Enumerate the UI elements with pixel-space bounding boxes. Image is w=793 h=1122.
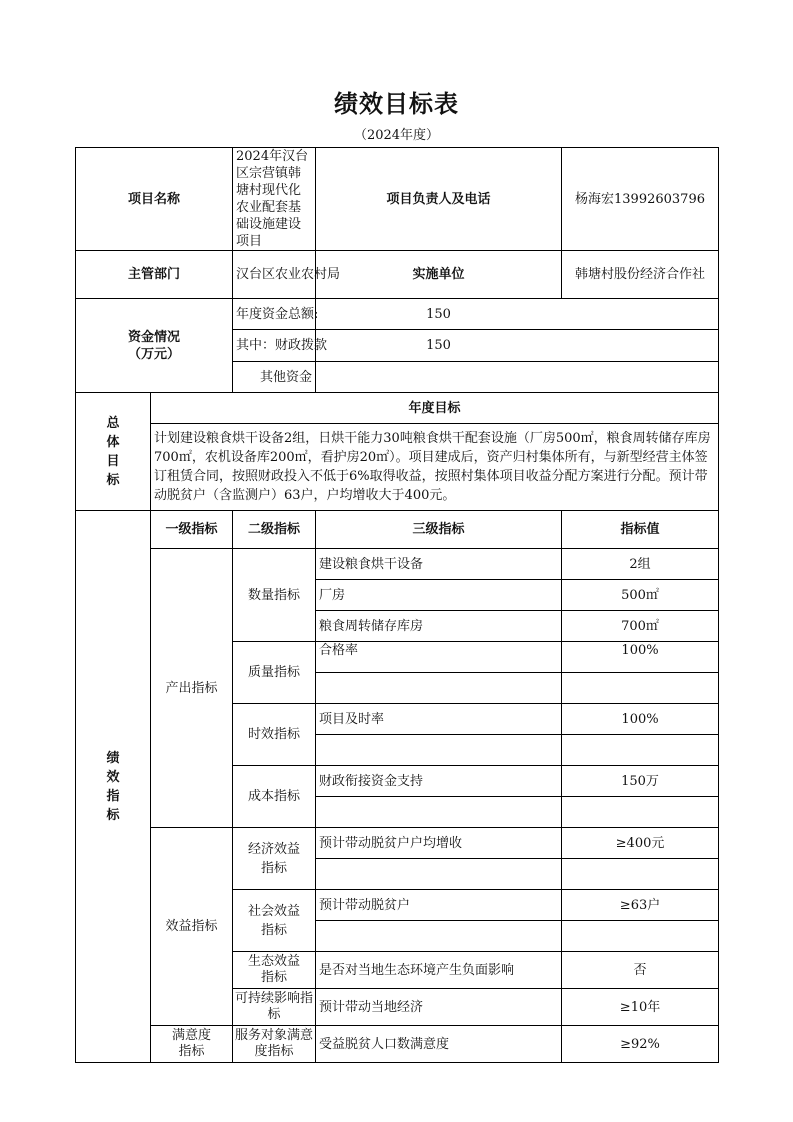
funds-other-label: 其他资金 — [233, 362, 316, 393]
table-row-name: 粮食周转储存库房 — [316, 611, 562, 642]
empty-cell — [316, 673, 562, 704]
annual-goal-text: 计划建设粮食烘干设备2组，日烘干能力30吨粮食烘干配套设施（厂房500㎡，粮食周转储存库房700㎡，农机设备库200㎡，看护房20㎡）。项目建成后，资产归村集体所有，与新型经营主体签订租赁合同，按照财政投入不低于6%取得收益，按照村集体项目收益分配方案进行分配。预计带动脱贫户（含监测户）63户，户均增收大于400元。 — [151, 424, 719, 511]
owner-phone-label: 项目负责人及电话 — [316, 148, 562, 251]
table-row-name: 财政衔接资金支持 — [316, 766, 562, 797]
table-row-value: 700㎡ — [562, 611, 719, 642]
empty-cell — [562, 673, 719, 704]
table-row-name: 预计带动当地经济 — [316, 989, 562, 1026]
table-row-name: 预计带动脱贫户 — [316, 890, 562, 921]
table-row-value: ≥400元 — [562, 828, 719, 859]
col-level2: 二级指标 — [233, 511, 316, 549]
satisfaction-indicators: 满意度指标 — [151, 1026, 233, 1063]
table-row-value: 否 — [562, 952, 719, 989]
table-row-value: 2组 — [562, 549, 719, 580]
sustain-indicators: 可持续影响指标 — [233, 989, 316, 1026]
col-level1: 一级指标 — [151, 511, 233, 549]
table-row-name: 厂房 — [316, 580, 562, 611]
funds-label — [76, 299, 233, 393]
empty-cell — [316, 797, 562, 828]
table-row-name: 项目及时率 — [316, 704, 562, 735]
benefit-indicators: 效益指标 — [151, 828, 233, 1026]
col-level3: 三级指标 — [316, 511, 562, 549]
quantity-indicators: 数量指标 — [233, 549, 316, 642]
empty-cell — [316, 859, 562, 890]
overall-goal-label: 总 体 目 标 — [76, 393, 151, 511]
eco-indicators: 生态效益指标 — [233, 952, 316, 989]
funds-total-value: 150 — [316, 299, 719, 330]
empty-cell — [316, 921, 562, 952]
empty-cell — [316, 735, 562, 766]
timeliness-indicators: 时效指标 — [233, 704, 316, 766]
table-row-value: ≥63户 — [562, 890, 719, 921]
owner-phone-value: 杨海宏13992603796 — [562, 148, 719, 251]
funds-other-value — [316, 362, 719, 393]
table-row-name: 合格率 — [316, 642, 562, 673]
funds-finance-value: 150 — [316, 330, 719, 362]
table-row-value: 100% — [562, 704, 719, 735]
output-indicators: 产出指标 — [151, 549, 233, 828]
table-row-name: 预计带动脱贫户户均增收 — [316, 828, 562, 859]
cost-indicators: 成本指标 — [233, 766, 316, 828]
table-row-value: 150万 — [562, 766, 719, 797]
year-label: （2024年度） — [353, 128, 440, 143]
table-row-value: 500㎡ — [562, 580, 719, 611]
project-name-value: 2024年汉台区宗营镇韩塘村现代化农业配套基础设施建设项目 — [233, 148, 316, 251]
dept-label: 主管部门 — [76, 251, 233, 299]
empty-cell — [562, 735, 719, 766]
table-row-name: 是否对当地生态环境产生负面影响 — [316, 952, 562, 989]
funds-finance-label: 其中：财政拨款 — [233, 330, 316, 362]
empty-cell — [562, 921, 719, 952]
funds-label-line1: 资金情况 — [128, 329, 181, 345]
funds-total-label: 年度资金总额: — [233, 299, 316, 330]
perf-indicators-label: 绩 效 指 标 — [76, 511, 151, 1063]
social-indicators: 社会效益指标 — [233, 890, 316, 952]
impl-unit-value: 韩塘村股份经济合作社 — [562, 251, 719, 299]
table-row-name: 受益脱贫人口数满意度 — [316, 1026, 562, 1063]
performance-table — [75, 147, 719, 1063]
table-row-name: 建设粮食烘干设备 — [316, 549, 562, 580]
table-row-value: 100% — [562, 642, 719, 673]
project-name-label: 项目名称 — [76, 148, 233, 251]
economic-indicators: 经济效益指标 — [233, 828, 316, 890]
col-value: 指标值 — [562, 511, 719, 549]
service-satisfaction-indicators: 服务对象满意度指标 — [233, 1026, 316, 1063]
page-title: 绩效目标表 — [334, 90, 459, 118]
dept-value: 汉台区农业农村局 — [233, 251, 316, 299]
funds-label-line2: （万元） — [128, 346, 181, 362]
empty-cell — [562, 797, 719, 828]
empty-cell — [562, 859, 719, 890]
table-row-value: ≥10年 — [562, 989, 719, 1026]
quality-indicators: 质量指标 — [233, 642, 316, 704]
annual-goal-header: 年度目标 — [151, 393, 719, 424]
impl-unit-label: 实施单位 — [316, 251, 562, 299]
table-row-value: ≥92% — [562, 1026, 719, 1063]
